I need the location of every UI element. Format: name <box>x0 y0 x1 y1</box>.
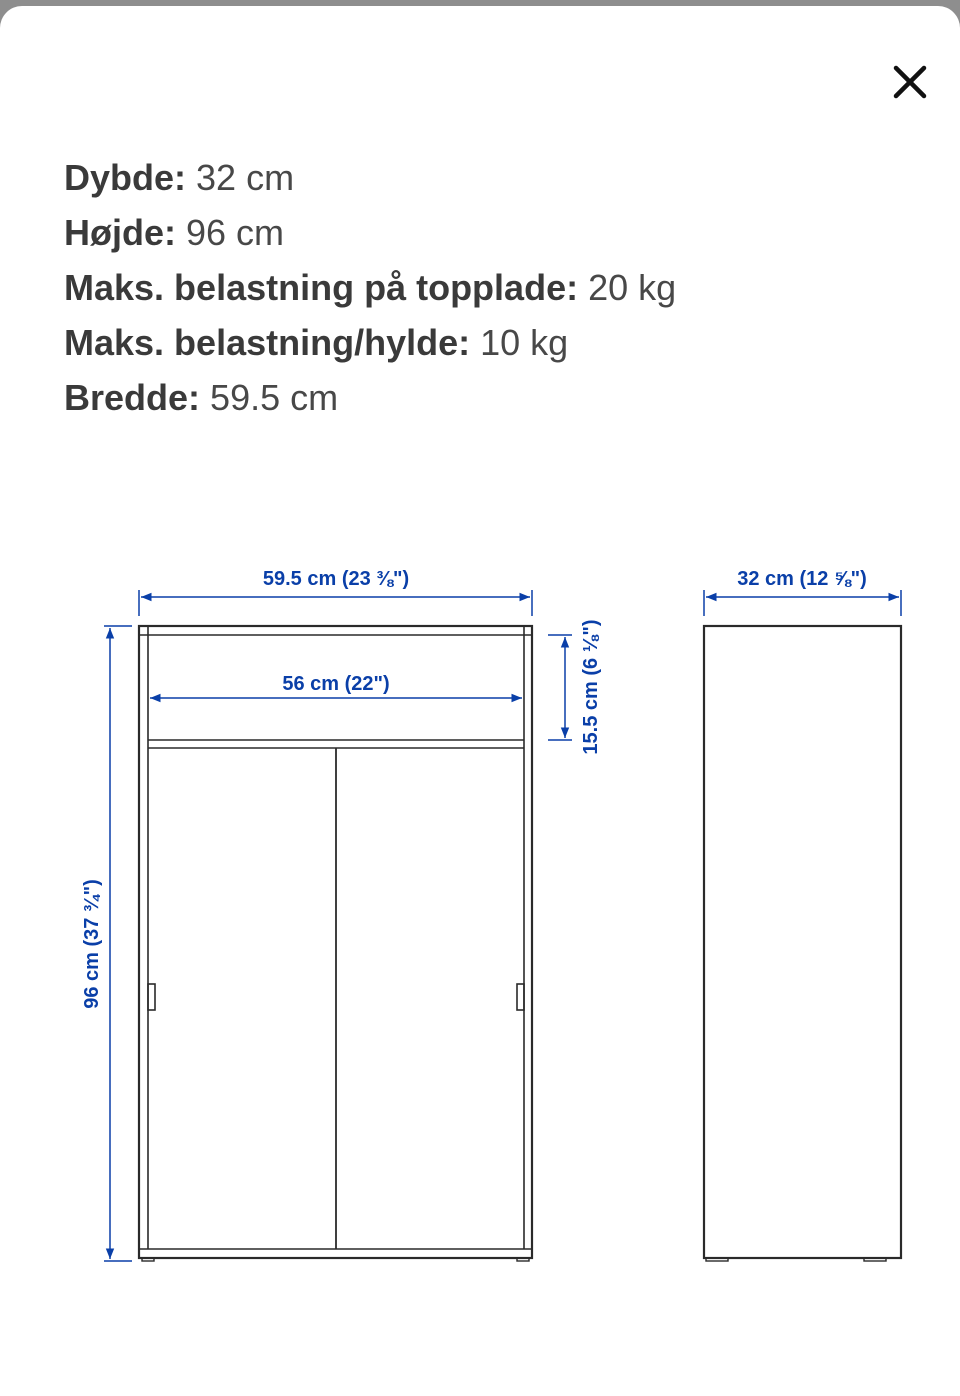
cabinet-side-view <box>704 626 901 1261</box>
right-foot <box>517 1258 529 1261</box>
total-width-label: 59.5 cm (23 ⅜") <box>262 568 410 590</box>
spec-value: 10 kg <box>480 322 569 363</box>
spec-value: 32 cm <box>196 157 295 198</box>
dim-depth <box>704 590 901 616</box>
spec-value: 59.5 cm <box>210 377 339 418</box>
cabinet-front-view <box>139 626 532 1261</box>
spec-label: Maks. belastning på topplade: <box>64 267 579 308</box>
side-outline <box>704 626 901 1258</box>
spec-label: Maks. belastning/hylde: <box>64 322 471 363</box>
spec-label: Dybde: <box>64 157 187 198</box>
dim-total-width <box>139 590 532 616</box>
inner-width-label: 56 cm (22") <box>282 673 390 695</box>
left-door-handle <box>148 984 155 1010</box>
side-front-foot <box>706 1258 728 1261</box>
total-height-label: 96 cm (37 ¾") <box>81 879 103 1009</box>
dim-top-height <box>548 635 572 740</box>
top-height-label: 15.5 cm (6 ⅛") <box>580 619 602 755</box>
spec-value: 96 cm <box>186 212 285 253</box>
spec-label: Højde: <box>64 212 176 253</box>
side-back-foot <box>864 1258 886 1261</box>
dim-total-height <box>104 626 132 1261</box>
spec-value: 20 kg <box>588 267 677 308</box>
spec-label: Bredde: <box>64 377 201 418</box>
left-foot <box>142 1258 154 1261</box>
right-door-handle <box>517 984 524 1010</box>
depth-label: 32 cm (12 ⅝") <box>737 568 867 590</box>
